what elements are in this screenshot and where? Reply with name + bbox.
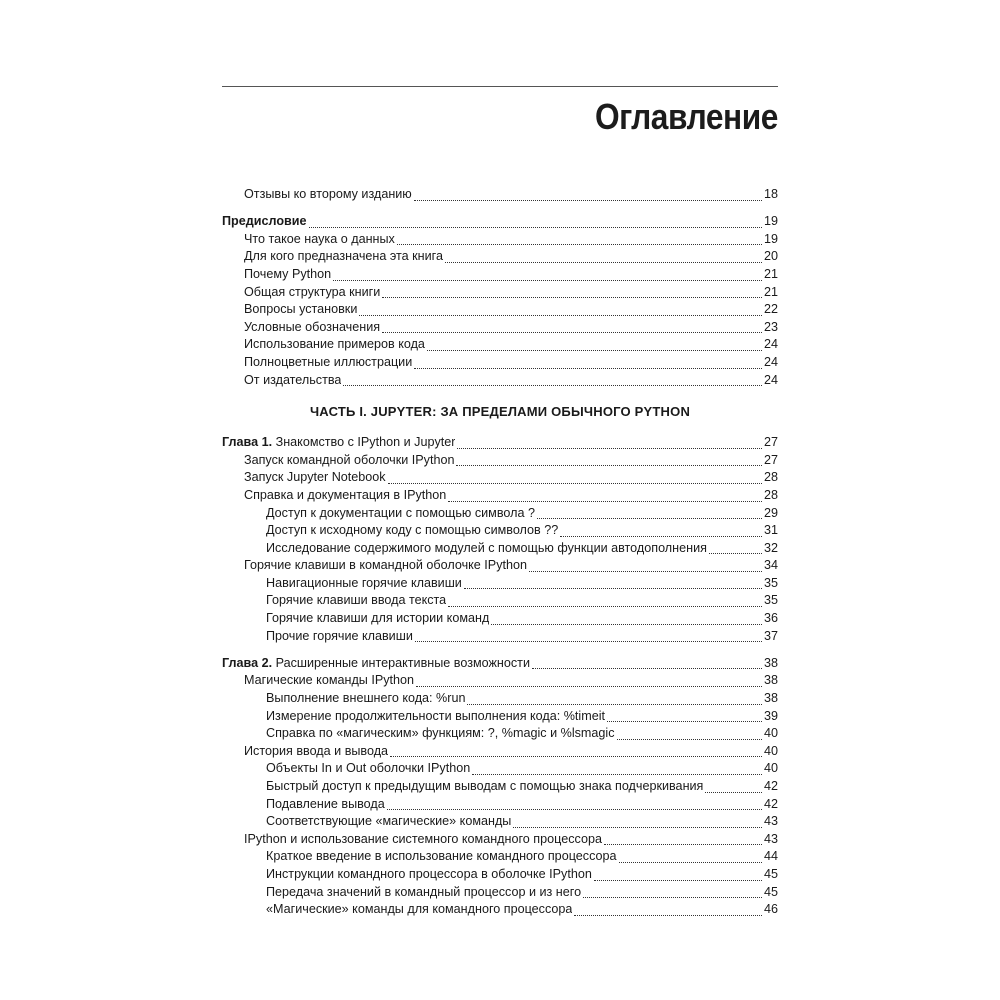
toc-chapter-number: Глава 2. <box>222 655 273 670</box>
leader-dots <box>467 704 762 705</box>
leader-dots <box>343 385 762 386</box>
toc-page-number: 46 <box>763 902 778 917</box>
toc-page-number: 24 <box>763 372 778 387</box>
page-title: Оглавление <box>594 96 778 137</box>
toc-entry-label: Объекты In и Out оболочки IPython <box>266 761 471 776</box>
toc-page-number: 27 <box>763 435 778 450</box>
leader-dots <box>472 774 762 775</box>
leader-dots <box>619 862 762 863</box>
leader-dots <box>457 448 762 449</box>
toc-entry-label: Полноцветные иллюстрации <box>244 354 413 369</box>
toc-entry[interactable] <box>222 487 778 505</box>
toc-page-number: 35 <box>763 593 778 608</box>
toc-entry-label: История ввода и вывода <box>244 743 389 758</box>
toc-entry-label: Вопросы установки <box>244 302 358 317</box>
toc-entry-title <box>222 213 307 231</box>
toc-entry-label: Отзывы ко второму изданию <box>244 187 412 201</box>
leader-dots <box>617 739 762 740</box>
toc-page-number: 40 <box>763 726 778 741</box>
toc-entry[interactable] <box>222 848 778 866</box>
toc-entry-title <box>222 655 530 673</box>
toc-page-number: 24 <box>763 337 778 352</box>
leader-dots <box>448 606 762 607</box>
toc-page-number: 37 <box>763 628 778 643</box>
leader-dots <box>382 297 762 298</box>
toc-entry[interactable] <box>222 186 778 204</box>
toc-page-number: 21 <box>763 284 778 299</box>
toc-entry-label: Передача значений в командный процессор и из него <box>266 884 582 899</box>
toc-entry[interactable] <box>222 575 778 593</box>
toc-entry-title <box>266 796 385 814</box>
toc-page-number: 40 <box>763 743 778 758</box>
toc-entry[interactable] <box>222 266 778 284</box>
toc-page-number: 36 <box>763 611 778 626</box>
leader-dots <box>464 588 762 589</box>
toc-entry[interactable] <box>222 469 778 487</box>
leader-dots <box>390 756 762 757</box>
toc-page-number: 42 <box>763 796 778 811</box>
toc-entry-title <box>266 901 572 919</box>
leader-dots <box>594 880 762 881</box>
toc-entry-title <box>244 186 412 204</box>
toc-entry-label: Навигационные горячие клавиши <box>266 575 462 590</box>
toc-entry-label: Выполнение внешнего кода: %run <box>266 691 466 706</box>
toc-entry-label: Измерение продолжительности выполнения кода: %timeit <box>266 708 606 723</box>
toc-page-number: 28 <box>763 470 778 485</box>
toc-entry-title <box>244 231 395 249</box>
toc-page-number: 23 <box>763 319 778 334</box>
toc-entry-title <box>266 540 707 558</box>
toc-entry-label: Использование примеров кода <box>244 337 425 352</box>
toc-entry[interactable] <box>222 901 778 919</box>
toc-entry-label: Знакомство с IPython и Jupyter <box>275 435 456 450</box>
toc-entry-label: IPython и использование системного командного процессора <box>244 831 602 846</box>
toc-entry[interactable] <box>222 248 778 266</box>
toc-entry[interactable] <box>222 610 778 628</box>
toc-entry[interactable] <box>222 778 778 796</box>
toc-entry-title <box>266 610 489 628</box>
leader-dots <box>705 792 762 793</box>
toc-entry-title <box>266 505 535 523</box>
toc-page-number: 21 <box>763 266 778 281</box>
toc-spacer <box>222 389 778 403</box>
toc-entry-label: Горячие клавиши в командной оболочке IPython <box>244 558 528 573</box>
toc-entry-title <box>266 813 511 831</box>
toc-entry-title <box>244 452 454 470</box>
toc-page-number: 43 <box>763 814 778 829</box>
leader-dots <box>414 200 762 201</box>
toc-entry[interactable] <box>222 557 778 575</box>
toc-entry[interactable] <box>222 708 778 726</box>
leader-dots <box>387 809 762 810</box>
toc-page-number: 34 <box>763 558 778 573</box>
toc-entry-title <box>244 301 357 319</box>
toc-page-number: 39 <box>763 708 778 723</box>
toc-entry-label: Быстрый доступ к предыдущим выводам с помощью знака подчеркивания <box>266 779 704 793</box>
leader-dots <box>309 227 762 228</box>
leader-dots <box>456 465 762 466</box>
toc-entry-label: Справка и документация в IPython <box>244 487 447 502</box>
toc-page-number: 44 <box>763 849 778 864</box>
toc-entry-title <box>244 831 602 849</box>
toc-entry-title <box>244 469 386 487</box>
toc-entry[interactable] <box>222 866 778 884</box>
toc-entry[interactable] <box>222 336 778 354</box>
toc-entry-title <box>266 592 446 610</box>
toc-entry-title <box>244 248 443 266</box>
toc-entry-label: Доступ к исходному коду с помощью символов ?? <box>266 523 559 538</box>
toc-entry-title <box>266 848 617 866</box>
leader-dots <box>359 315 762 316</box>
leader-dots <box>448 501 762 502</box>
leader-dots <box>529 571 762 572</box>
toc-page-number: 18 <box>763 187 778 201</box>
part-heading: ЧАСТЬ I. JUPYTER: ЗА ПРЕДЕЛАМИ ОБЫЧНОГО PYTHON <box>309 404 691 420</box>
leader-dots <box>537 518 762 519</box>
toc-entry[interactable] <box>222 592 778 610</box>
leader-dots <box>604 844 762 845</box>
toc-entry-title <box>266 884 581 902</box>
toc-page-number: 38 <box>763 655 778 670</box>
toc-entry[interactable] <box>222 522 778 540</box>
toc-page-number: 38 <box>763 691 778 706</box>
toc-entry-title <box>266 575 462 593</box>
toc-entry-label: Запуск Jupyter Notebook <box>244 470 386 485</box>
toc-entry-label: Справка по «магическим» функциям: ?, %magic и %lsmagic <box>266 726 615 741</box>
toc-entry-title <box>266 522 558 540</box>
toc-entry-label: Горячие клавиши для истории команд <box>266 611 490 626</box>
toc-entry-label: Почему Python <box>244 266 332 281</box>
toc-page-number: 28 <box>763 487 778 502</box>
toc-entry-title <box>244 284 380 302</box>
toc-entry[interactable] <box>222 319 778 337</box>
toc-entry-label: Условные обозначения <box>244 319 381 334</box>
toc-entry-label: Общая структура книги <box>244 284 381 299</box>
toc-entry-label: Магические команды IPython <box>244 673 415 688</box>
leader-dots <box>397 244 762 245</box>
leader-dots <box>513 827 762 828</box>
toc-entry-label: Исследование содержимого модулей с помощью функции автодополнения <box>266 540 707 555</box>
table-of-contents <box>222 186 778 919</box>
leader-dots <box>560 536 762 537</box>
toc-entry-label: Для кого предназначена эта книга <box>244 249 443 264</box>
toc-page-number: 45 <box>763 866 778 881</box>
toc-page-number: 35 <box>763 575 778 590</box>
toc-entry[interactable] <box>222 655 778 673</box>
toc-entry-title <box>266 708 605 726</box>
toc-entry[interactable] <box>222 354 778 372</box>
toc-entry[interactable] <box>222 725 778 743</box>
toc-chapter-number: Глава 1. <box>222 435 273 450</box>
toc-entry-title <box>266 690 465 708</box>
toc-page-number: 24 <box>763 354 778 369</box>
toc-spacer <box>222 645 778 655</box>
toc-entry-label: Предисловие <box>222 214 307 229</box>
toc-entry-label: Запуск командной оболочки IPython <box>244 452 455 467</box>
toc-entry[interactable] <box>222 813 778 831</box>
toc-entry[interactable] <box>222 434 778 452</box>
toc-entry[interactable] <box>222 301 778 319</box>
toc-page-number: 20 <box>763 249 778 264</box>
toc-entry-label: Прочие горячие клавиши <box>266 628 413 643</box>
leader-dots <box>574 915 762 916</box>
leader-dots <box>382 332 762 333</box>
leader-dots <box>491 624 762 625</box>
leader-dots <box>709 553 762 554</box>
leader-dots <box>333 280 762 281</box>
toc-entry-label: Соответствующие «магические» команды <box>266 814 512 829</box>
toc-entry-title <box>244 743 388 761</box>
toc-entry-title <box>244 266 331 284</box>
toc-entry[interactable] <box>222 505 778 523</box>
leader-dots <box>416 686 762 687</box>
leader-dots <box>415 641 762 642</box>
toc-spacer <box>222 204 778 214</box>
toc-entry[interactable] <box>222 231 778 249</box>
toc-entry[interactable] <box>222 743 778 761</box>
toc-entry-title <box>222 434 455 452</box>
toc-entry-title <box>266 778 703 796</box>
toc-page-number: 43 <box>763 831 778 846</box>
toc-entry-title <box>244 372 341 390</box>
toc-entry-title <box>266 866 592 884</box>
toc-entry-label: Горячие клавиши ввода текста <box>266 593 447 608</box>
toc-entry[interactable] <box>222 372 778 390</box>
toc-page-number: 45 <box>763 884 778 899</box>
toc-entry-title <box>266 628 413 646</box>
toc-page-number: 32 <box>763 540 778 555</box>
toc-entry[interactable] <box>222 284 778 302</box>
toc-entry-label: Расширенные интерактивные возможности <box>275 655 530 670</box>
toc-page-number: 19 <box>763 214 778 229</box>
toc-entry-title <box>244 557 527 575</box>
toc-entry[interactable] <box>222 690 778 708</box>
toc-page-number: 38 <box>763 673 778 688</box>
toc-page-number: 40 <box>763 761 778 776</box>
leader-dots <box>414 368 762 369</box>
toc-entry-title <box>266 760 470 778</box>
toc-entry[interactable] <box>222 452 778 470</box>
toc-entry[interactable] <box>222 760 778 778</box>
leader-dots <box>583 897 762 898</box>
toc-entry-label: Краткое введение в использование командного процессора <box>266 849 617 864</box>
toc-entry-label: Что такое наука о данных <box>244 231 395 246</box>
toc-entry-title <box>266 725 615 743</box>
toc-entry[interactable] <box>222 831 778 849</box>
toc-entry[interactable] <box>222 884 778 902</box>
toc-entry-label: Подавление вывода <box>266 796 385 811</box>
top-rule <box>222 86 778 87</box>
toc-entry[interactable] <box>222 796 778 814</box>
toc-page-number: 22 <box>763 302 778 317</box>
toc-page-number: 27 <box>763 452 778 467</box>
toc-entry[interactable] <box>222 540 778 558</box>
toc-entry[interactable] <box>222 213 778 231</box>
toc-entry-label: Доступ к документации с помощью символа ? <box>266 505 535 520</box>
leader-dots <box>607 721 762 722</box>
toc-spacer <box>222 420 778 434</box>
toc-entry-label: От издательства <box>244 372 342 387</box>
leader-dots <box>388 483 762 484</box>
toc-entry[interactable] <box>222 628 778 646</box>
toc-page-number: 29 <box>763 505 778 520</box>
toc-page-number: 42 <box>763 779 778 793</box>
toc-entry[interactable] <box>222 672 778 690</box>
toc-page-number: 19 <box>763 231 778 246</box>
leader-dots <box>532 668 762 669</box>
toc-entry-title <box>244 487 446 505</box>
toc-page-number: 31 <box>763 523 778 538</box>
leader-dots <box>445 262 762 263</box>
toc-entry-title <box>244 354 412 372</box>
toc-entry-title <box>244 336 425 354</box>
toc-entry-label: «Магические» команды для командного процессора <box>266 902 573 917</box>
toc-entry-title <box>244 319 380 337</box>
leader-dots <box>427 350 762 351</box>
toc-entry-title <box>244 672 414 690</box>
toc-entry-label: Инструкции командного процессора в оболочке IPython <box>266 866 592 881</box>
